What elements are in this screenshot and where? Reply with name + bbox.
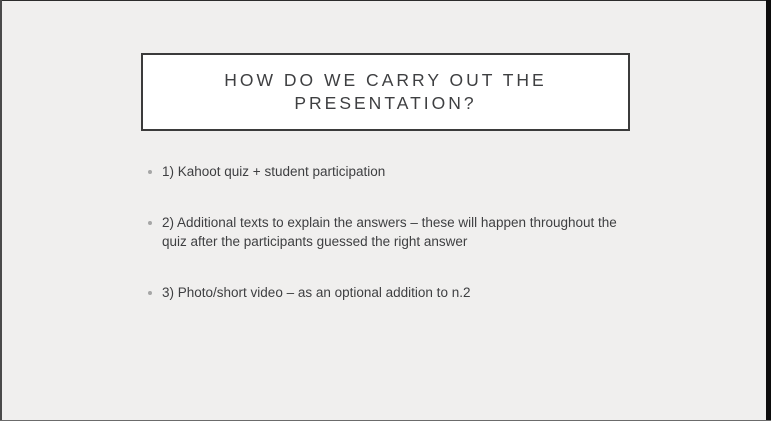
screen-edge-top <box>0 0 771 1</box>
list-item <box>147 213 625 252</box>
screen-edge-right <box>766 0 771 421</box>
screen-edge-left <box>0 0 2 421</box>
bullet-dot-icon <box>148 221 152 225</box>
slide-title: HOW DO WE CARRY OUT THE PRESENTATION? <box>224 70 547 113</box>
bullet-text: 3) Photo/short video – as an optional addition to n.2 <box>162 284 471 300</box>
list-item <box>147 283 625 303</box>
bullet-dot-icon <box>148 170 152 174</box>
bullet-text: 1) Kahoot quiz + student participation <box>162 164 386 179</box>
list-item <box>147 162 625 182</box>
slide-bullet-list <box>147 162 625 333</box>
slide-title-box <box>141 53 630 131</box>
bullet-dot-icon <box>148 291 152 295</box>
bullet-text: 2) Additional texts to explain the answers – these will happen throughout the quiz after the participants guessed the right answer <box>162 214 617 249</box>
